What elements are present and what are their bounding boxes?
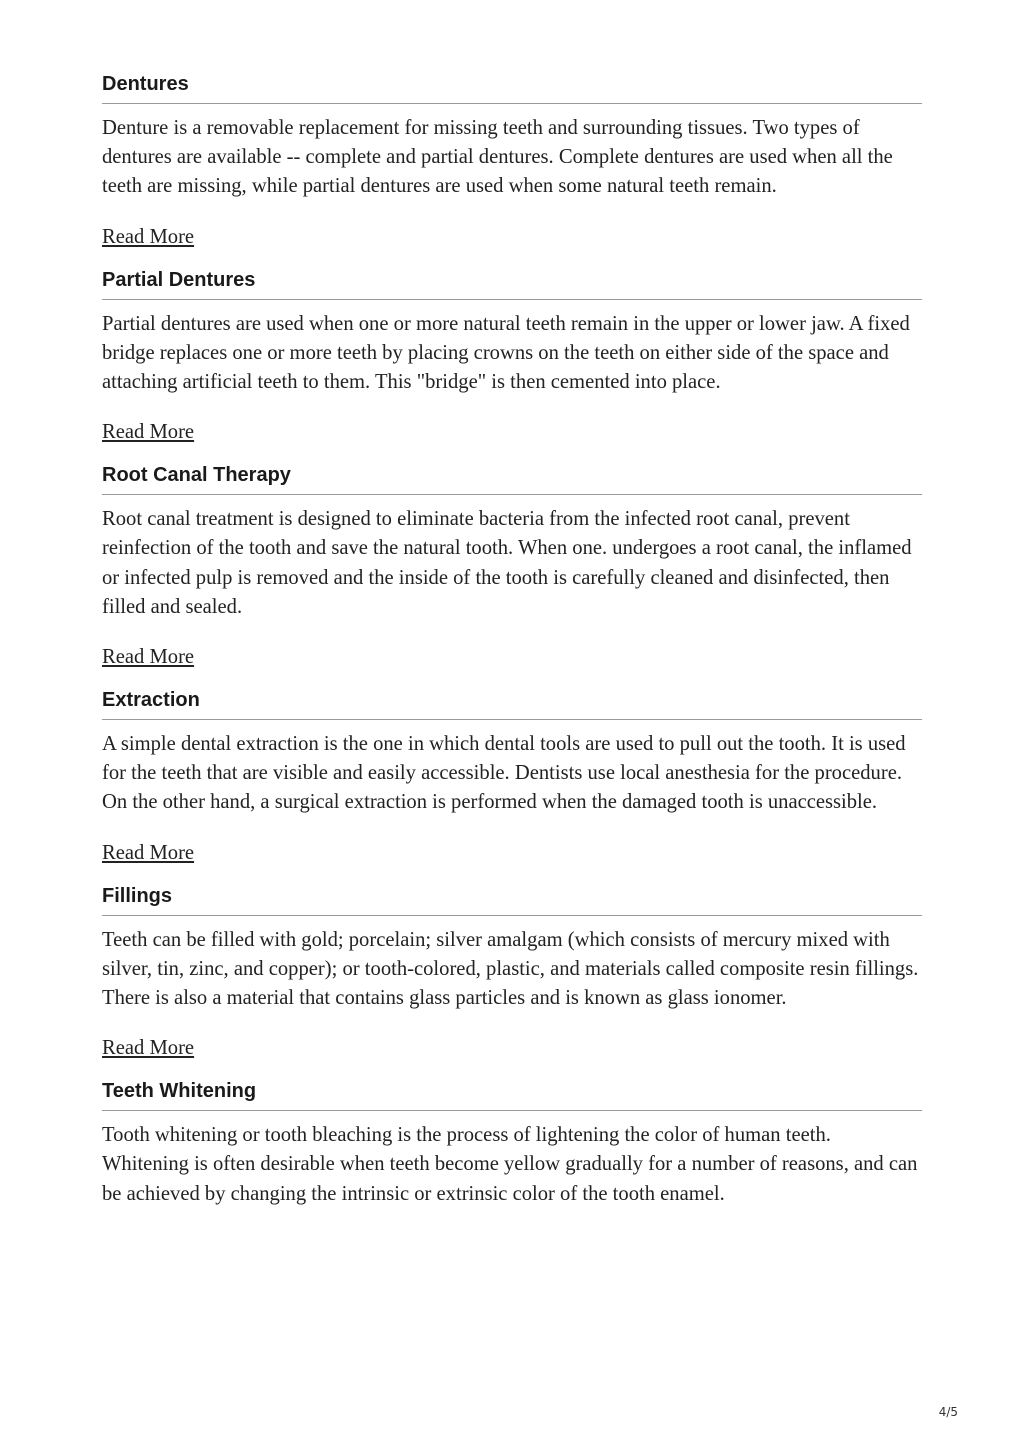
section-heading: Partial Dentures — [102, 266, 922, 300]
section-root-canal-therapy — [102, 461, 922, 686]
section-heading: Teeth Whitening — [102, 1077, 922, 1111]
read-more-link[interactable]: Read More — [102, 225, 195, 248]
read-more-link[interactable]: Read More — [102, 841, 195, 864]
read-more-link[interactable]: Read More — [102, 421, 195, 444]
section-heading: Root Canal Therapy — [102, 461, 922, 495]
read-more-link[interactable]: Read More — [102, 1037, 195, 1060]
section-body: Denture is a removable replacement for missing teeth and surrounding tissues. Two types of dentures are available -- complete and partial dentures. Complete dentures are used when all the teeth are missing, while partial dentures are used when some natural teeth remain. — [102, 117, 893, 198]
section-partial-dentures — [102, 266, 922, 462]
section-extraction — [102, 686, 922, 882]
section-body: Partial dentures are used when one or more natural teeth remain in the upper or lower jaw. A fixed bridge replaces one or more teeth by placing crowns on the teeth on either side of the space and attaching artificial teeth to them. This "bridge" is then cemented into place. — [102, 312, 910, 394]
section-body: Teeth can be filled with gold; porcelain; silver amalgam (which consists of mercury mixed with silver, tin, zinc, and copper); or tooth-colored, plastic, and materials called composite resin fillings. There is also a material that contains glass particles and is known as glass ionomer. — [102, 928, 919, 1010]
document-content — [102, 70, 922, 1209]
page-number: 4/5 — [938, 1405, 958, 1419]
section-body: Root canal treatment is designed to eliminate bacteria from the infected root canal, prevent reinfection of the tooth and save the natural tooth. When one. undergoes a root canal, the inflamed or infected pulp is removed and the inside of the tooth is carefully cleaned and disinfected, then filled and sealed. — [102, 508, 912, 618]
read-more-link[interactable]: Read More — [102, 646, 195, 669]
section-body: Tooth whitening or tooth bleaching is the process of lightening the color of human teeth. Whitening is often desirable when teeth become yellow gradually for a number of reasons, and can be achieved by changing the intrinsic or extrinsic color of the tooth enamel. — [102, 1124, 918, 1205]
section-heading: Fillings — [102, 882, 922, 916]
section-body: A simple dental extraction is the one in which dental tools are used to pull out the tooth. It is used for the teeth that are visible and easily accessible. Dentists use local anesthesia for the procedure. On the other hand, a surgical extraction is performed when the damaged tooth is unaccessible. — [102, 733, 906, 814]
section-teeth-whitening — [102, 1077, 922, 1209]
section-heading: Dentures — [102, 70, 922, 104]
section-heading: Extraction — [102, 686, 922, 720]
section-dentures — [102, 70, 922, 266]
section-fillings — [102, 882, 922, 1078]
